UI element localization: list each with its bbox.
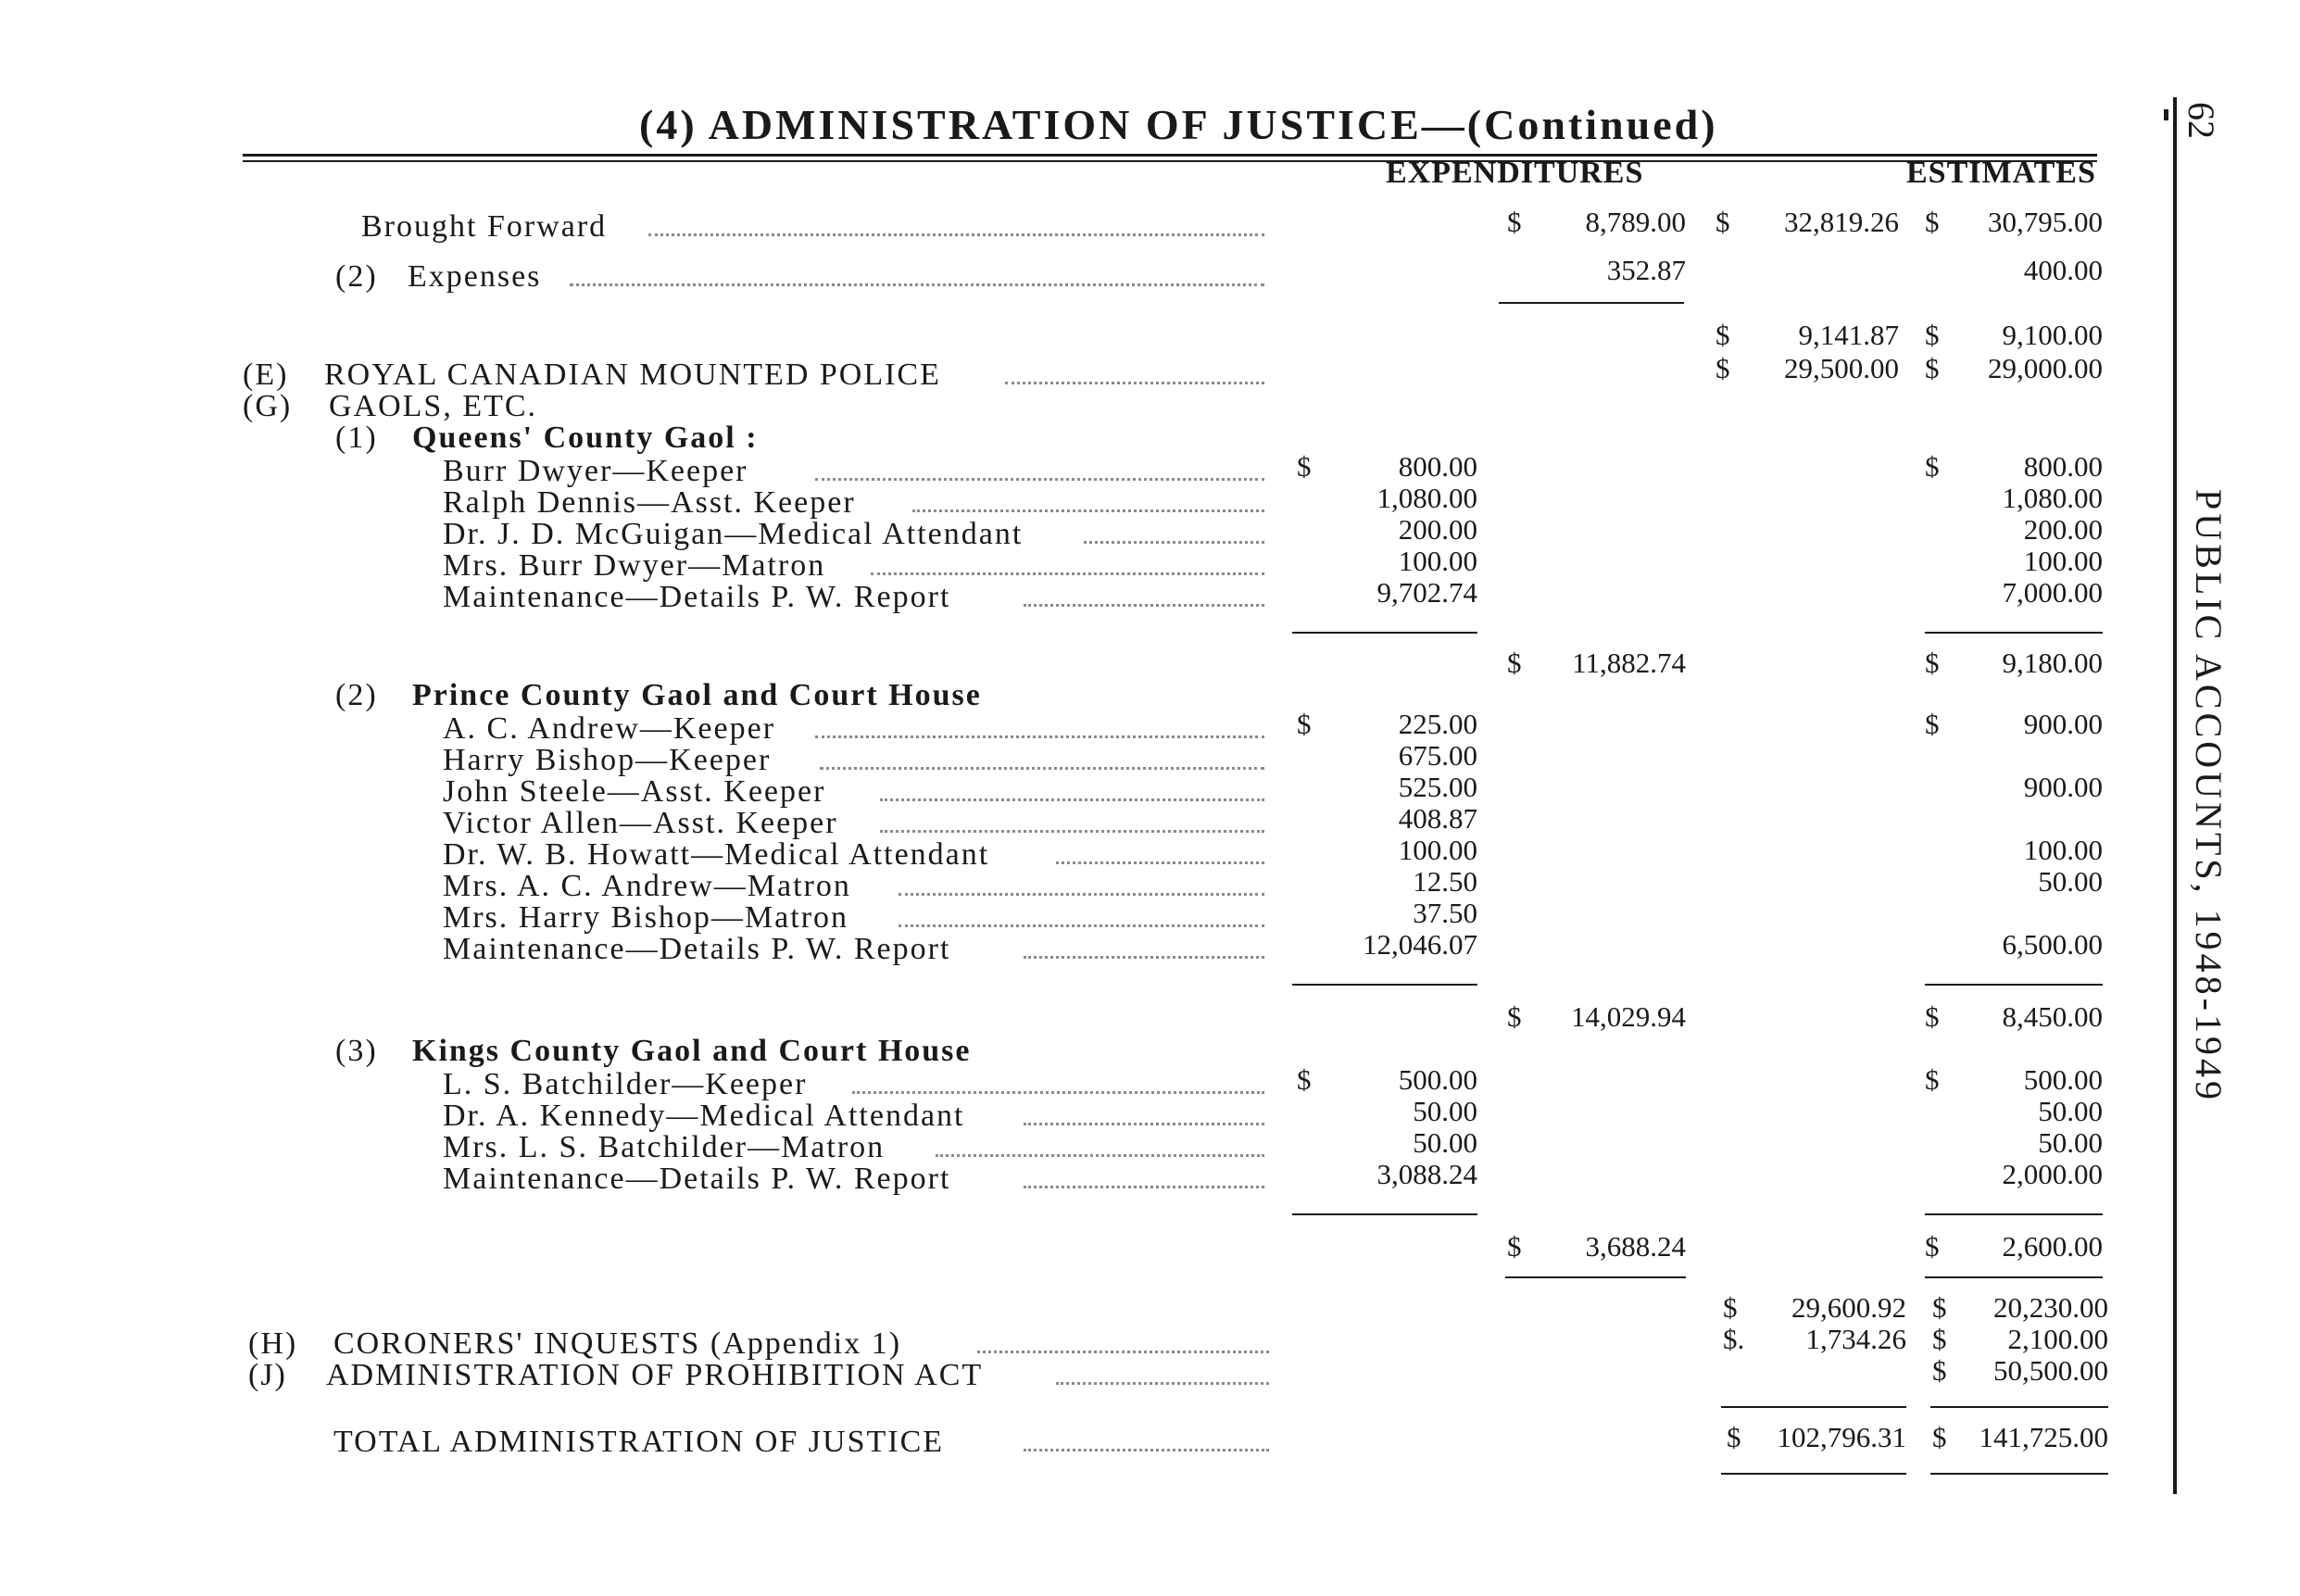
prince-item-label: A. C. Andrew—Keeper <box>443 711 776 746</box>
leader-dots <box>1056 1382 1269 1385</box>
currency-sign: $ <box>1932 1421 1947 1453</box>
leader-dots <box>1056 861 1264 864</box>
kings-item-label: Mrs. L. S. Batchilder—Matron <box>443 1130 886 1164</box>
queens-total-estimate: 9,180.00 <box>2002 647 2103 679</box>
leader-dots <box>815 735 1264 738</box>
kings-heading: Kings County Gaol and Court House <box>412 1034 972 1068</box>
prince-item-estimate: 100.00 <box>2023 834 2103 866</box>
prince-total-expenditure: 14,029.94 <box>1571 1000 1686 1033</box>
prince-item-estimate: 6,500.00 <box>2002 928 2103 961</box>
running-title: PUBLIC ACCOUNTS, 1948-1949 <box>2188 489 2230 1103</box>
expenses-expenditure: 352.87 <box>1606 254 1686 286</box>
currency-sign: $ <box>1727 1421 1741 1453</box>
currency-sign: $ <box>1716 206 1730 238</box>
coroners-estimate-prior: 1,734.26 <box>1805 1323 1906 1355</box>
kings-item-label: Dr. A. Kennedy—Medical Attendant <box>443 1099 965 1133</box>
prince-item-expenditure: 408.87 <box>1398 802 1477 835</box>
leader-dots <box>1024 1449 1269 1451</box>
margin-mark <box>2164 109 2168 120</box>
subtotal-rule <box>1925 632 2103 634</box>
leader-dots <box>1005 382 1264 384</box>
currency-sign: $ <box>1932 1354 1947 1387</box>
prince-item-expenditure: 12.50 <box>1413 865 1477 898</box>
currency-sign: $ <box>1297 1063 1312 1096</box>
currency-sign: $ <box>1507 1000 1522 1033</box>
leader-dots <box>899 924 1264 927</box>
leader-dots <box>820 767 1264 770</box>
currency-sign: $ <box>1297 450 1312 483</box>
col-header-expenditures: EXPENDITURES <box>1386 156 1644 190</box>
leader-dots <box>570 283 1264 286</box>
prince-item-estimate: 900.00 <box>2023 771 2103 803</box>
currency-sign: $ <box>1925 647 1940 679</box>
queens-item-estimate: 100.00 <box>2023 545 2103 577</box>
queens-item-estimate: 7,000.00 <box>2002 576 2103 609</box>
leader-dots <box>871 572 1264 575</box>
prince-total-estimate: 8,450.00 <box>2002 1000 2103 1033</box>
brought-forward-expenditure: 8,789.00 <box>1585 206 1686 238</box>
subtotal-a-estimate: 9,100.00 <box>2002 319 2103 351</box>
leader-dots <box>1024 1123 1264 1125</box>
prince-item-expenditure: 100.00 <box>1398 834 1477 866</box>
gaols-label: GAOLS, ETC. <box>329 389 538 423</box>
prohibition-label: ADMINISTRATION OF PROHIBITION ACT <box>326 1358 984 1392</box>
queens-prefix: (1) <box>335 421 378 455</box>
rcmp-estimate: 29,000.00 <box>1988 352 2103 384</box>
currency-sign: $ <box>1925 450 1940 483</box>
leader-dots <box>1024 1186 1264 1188</box>
currency-sign: $ <box>1507 206 1522 238</box>
prince-item-label: Mrs. A. C. Andrew—Matron <box>443 869 851 903</box>
subtotal-rule <box>1292 1213 1477 1215</box>
kings-item-label: Maintenance—Details P. W. Report <box>443 1162 951 1196</box>
queens-total-expenditure: 11,882.74 <box>1572 647 1686 679</box>
prince-item-label: Maintenance—Details P. W. Report <box>443 932 951 966</box>
prince-item-estimate: 900.00 <box>2023 708 2103 740</box>
leader-dots <box>1024 604 1264 607</box>
kings-total-expenditure: 3,688.24 <box>1585 1230 1686 1263</box>
page-number: 62 <box>2181 102 2222 139</box>
leader-dots <box>1084 541 1264 544</box>
currency-sign: $ <box>1925 319 1940 351</box>
kings-prefix: (3) <box>335 1034 378 1068</box>
queens-item-estimate: 200.00 <box>2023 513 2103 546</box>
currency-sign: $ <box>1925 206 1940 238</box>
page-title: (4) ADMINISTRATION OF JUSTICE—(Continued) <box>639 101 1718 148</box>
prince-item-label: John Steele—Asst. Keeper <box>443 774 826 809</box>
queens-item-label: Ralph Dennis—Asst. Keeper <box>443 485 856 520</box>
subtotal-rule <box>1930 1406 2108 1408</box>
kings-item-expenditure: 50.00 <box>1413 1095 1477 1127</box>
leader-dots <box>648 233 1264 236</box>
kings-item-expenditure: 50.00 <box>1413 1126 1477 1159</box>
coroners-estimate: 2,100.00 <box>2007 1323 2108 1355</box>
prohibition-prefix: (J) <box>248 1358 287 1392</box>
kings-total-estimate: 2,600.00 <box>2002 1230 2103 1263</box>
currency-sign: $ <box>1297 708 1312 740</box>
subtotal-rule <box>1505 1276 1686 1278</box>
currency-sign: $ <box>1716 352 1730 384</box>
queens-item-estimate: 800.00 <box>2023 450 2103 483</box>
queens-item-label: Dr. J. D. McGuigan—Medical Attendant <box>443 517 1024 551</box>
kings-item-expenditure: 500.00 <box>1398 1063 1477 1096</box>
currency-sign: $ <box>1925 352 1940 384</box>
prince-item-expenditure: 525.00 <box>1398 771 1477 803</box>
queens-item-label: Burr Dwyer—Keeper <box>443 454 748 488</box>
prince-item-estimate: 50.00 <box>2038 865 2103 898</box>
queens-item-expenditure: 800.00 <box>1398 450 1477 483</box>
queens-item-expenditure: 200.00 <box>1398 513 1477 546</box>
kings-item-expenditure: 3,088.24 <box>1376 1158 1477 1190</box>
queens-heading: Queens' County Gaol : <box>412 421 759 455</box>
rcmp-estimate-prior: 29,500.00 <box>1784 352 1899 384</box>
leader-dots <box>880 830 1264 833</box>
prohibition-estimate: 50,500.00 <box>1993 1354 2108 1387</box>
subtotal-rule <box>1925 1213 2103 1215</box>
prince-item-label: Harry Bishop—Keeper <box>443 743 772 777</box>
currency-sign: $ <box>1723 1291 1738 1324</box>
leader-dots <box>852 1091 1264 1094</box>
prince-prefix: (2) <box>335 678 378 712</box>
leader-dots <box>899 893 1264 896</box>
subtotal-a-estimate-prior: 9,141.87 <box>1798 319 1899 351</box>
total-rule <box>1721 1473 1906 1475</box>
col-header-estimates: ESTIMATES <box>1906 156 2096 190</box>
currency-sign: $. <box>1723 1323 1745 1355</box>
currency-sign: $ <box>1925 708 1940 740</box>
prince-item-expenditure: 37.50 <box>1413 897 1477 929</box>
kings-item-label: L. S. Batchilder—Keeper <box>443 1067 808 1101</box>
kings-item-estimate: 50.00 <box>2038 1095 2103 1127</box>
subtotal-rule <box>1292 632 1477 634</box>
kings-item-estimate: 2,000.00 <box>2002 1158 2103 1190</box>
leader-dots <box>815 478 1264 481</box>
leader-dots <box>977 1351 1269 1353</box>
subtotal-rule <box>1499 302 1684 304</box>
header-rule-top <box>243 154 2097 157</box>
expenses-estimate: 400.00 <box>2023 254 2103 286</box>
currency-sign: $ <box>1925 1230 1940 1263</box>
leader-dots <box>936 1154 1264 1157</box>
prince-item-label: Dr. W. B. Howatt—Medical Attendant <box>443 837 990 872</box>
expenses-label: Expenses <box>408 259 542 294</box>
subtotal-rule <box>1925 984 2103 986</box>
prince-item-label: Mrs. Harry Bishop—Matron <box>443 900 849 935</box>
header-rule-bottom <box>243 160 2097 162</box>
rcmp-prefix: (E) <box>243 358 289 392</box>
subtotal-rule <box>1721 1406 1906 1408</box>
subtotal-b-estimate-prior: 29,600.92 <box>1791 1291 1906 1324</box>
prince-item-expenditure: 12,046.07 <box>1363 928 1477 961</box>
brought-forward-label: Brought Forward <box>361 209 608 244</box>
currency-sign: $ <box>1932 1323 1947 1355</box>
subtotal-rule <box>1292 984 1477 986</box>
currency-sign: $ <box>1925 1000 1940 1033</box>
leader-dots <box>1024 956 1264 959</box>
kings-item-estimate: 50.00 <box>2038 1126 2103 1159</box>
currency-sign: $ <box>1507 1230 1522 1263</box>
coroners-label: CORONERS' INQUESTS (Appendix 1) <box>333 1326 902 1361</box>
expenses-prefix: (2) <box>335 259 378 294</box>
prince-heading: Prince County Gaol and Court House <box>412 678 982 712</box>
brought-forward-estimate-prior: 32,819.26 <box>1784 206 1899 238</box>
currency-sign: $ <box>1507 647 1522 679</box>
leader-dots <box>912 509 1264 512</box>
coroners-prefix: (H) <box>248 1326 298 1361</box>
prince-item-label: Victor Allen—Asst. Keeper <box>443 806 838 840</box>
prince-item-expenditure: 225.00 <box>1398 708 1477 740</box>
gaols-prefix: (G) <box>243 389 293 423</box>
rcmp-label: ROYAL CANADIAN MOUNTED POLICE <box>324 358 941 392</box>
total-rule <box>1930 1473 2108 1475</box>
kings-item-estimate: 500.00 <box>2023 1063 2103 1096</box>
queens-item-expenditure: 100.00 <box>1398 545 1477 577</box>
total-estimate: 141,725.00 <box>1979 1421 2108 1453</box>
queens-item-label: Mrs. Burr Dwyer—Matron <box>443 548 826 583</box>
prince-item-expenditure: 675.00 <box>1398 739 1477 772</box>
queens-item-estimate: 1,080.00 <box>2002 482 2103 514</box>
leader-dots <box>880 798 1264 801</box>
queens-item-expenditure: 1,080.00 <box>1376 482 1477 514</box>
total-estimate-prior: 102,796.31 <box>1777 1421 1906 1453</box>
margin-rule <box>2173 97 2177 1494</box>
subtotal-b-estimate: 20,230.00 <box>1993 1291 2108 1324</box>
queens-item-expenditure: 9,702.74 <box>1376 576 1477 609</box>
queens-item-label: Maintenance—Details P. W. Report <box>443 580 951 614</box>
currency-sign: $ <box>1716 319 1730 351</box>
brought-forward-estimate: 30,795.00 <box>1988 206 2103 238</box>
total-label: TOTAL ADMINISTRATION OF JUSTICE <box>333 1425 945 1459</box>
currency-sign: $ <box>1925 1063 1940 1096</box>
currency-sign: $ <box>1932 1291 1947 1324</box>
subtotal-rule <box>1925 1276 2103 1278</box>
